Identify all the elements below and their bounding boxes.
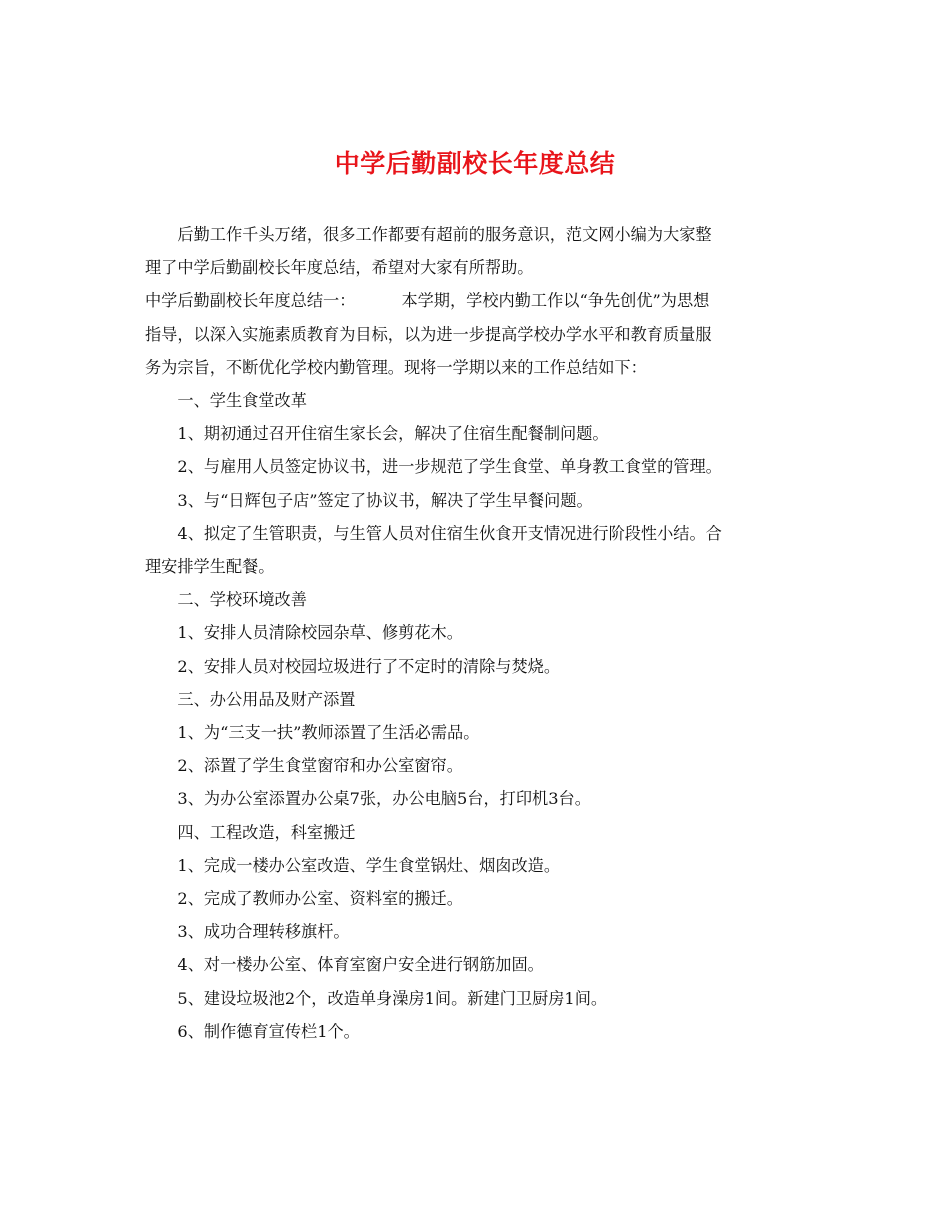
section-heading: 三、办公用品及财产添置 xyxy=(177,689,356,709)
list-item: 2、完成了教师办公室、资料室的搬迁。 xyxy=(177,889,463,909)
list-item-continuation: 理安排学生配餐。 xyxy=(145,557,275,577)
list-item: 4、对一楼办公室、体育室窗户安全进行钢筋加固。 xyxy=(177,955,544,975)
list-item: 2、与雇用人员签定协议书，进一步规范了学生食堂、单身教工食堂的管理。 xyxy=(177,457,722,477)
lead-paragraph-line: 务为宗旨，不断优化学校内勤管理。现将一学期以来的工作总结如下： xyxy=(145,357,647,377)
list-item: 1、安排人员清除校园杂草、修剪花木。 xyxy=(177,623,463,643)
document-title: 中学后勤副校长年度总结 xyxy=(334,149,616,178)
lead-paragraph-line: 指导，以深入实施素质教育为目标，以为进一步提高学校办学水平和教育质量服 xyxy=(145,324,712,344)
list-item: 2、安排人员对校园垃圾进行了不定时的清除与焚烧。 xyxy=(177,656,561,676)
list-item: 3、与“日辉包子店”签定了协议书，解决了学生早餐问题。 xyxy=(177,490,593,510)
document-body xyxy=(145,218,813,1048)
intro-paragraph-line: 理了中学后勤副校长年度总结，希望对大家有所帮助。 xyxy=(145,258,534,278)
list-item: 1、完成一楼办公室改造、学生食堂锅灶、烟囱改造。 xyxy=(177,855,561,875)
section-heading: 四、工程改造，科室搬迁 xyxy=(177,822,356,842)
section-heading: 一、学生食堂改革 xyxy=(177,391,307,411)
lead-text: 本学期，学校内勤工作以“争先创优”为思想 xyxy=(401,291,710,311)
lead-paragraph-line xyxy=(145,284,813,317)
list-item: 6、制作德育宣传栏1个。 xyxy=(177,1021,360,1041)
section-heading: 二、学校环境改善 xyxy=(177,590,307,610)
list-item: 2、添置了学生食堂窗帘和办公室窗帘。 xyxy=(177,756,463,776)
list-item: 1、为“三支一扶”教师添置了生活必需品。 xyxy=(177,723,480,743)
list-item: 3、成功合理转移旗杆。 xyxy=(177,922,350,942)
list-item: 4、拟定了生管职责，与生管人员对住宿生伙食开支情况进行阶段性小结。合 xyxy=(177,523,722,543)
part-label: 中学后勤副校长年度总结一： xyxy=(145,291,356,311)
list-item: 1、期初通过召开住宿生家长会，解决了住宿生配餐制问题。 xyxy=(177,424,609,444)
list-item: 5、建设垃圾池2个，改造单身澡房1间。新建门卫厨房1间。 xyxy=(177,988,608,1008)
list-item: 3、为办公室添置办公桌7张，办公电脑5台，打印机3台。 xyxy=(177,789,591,809)
intro-paragraph-line: 后勤工作千头万绪，很多工作都要有超前的服务意识，范文网小编为大家整 xyxy=(177,225,712,244)
